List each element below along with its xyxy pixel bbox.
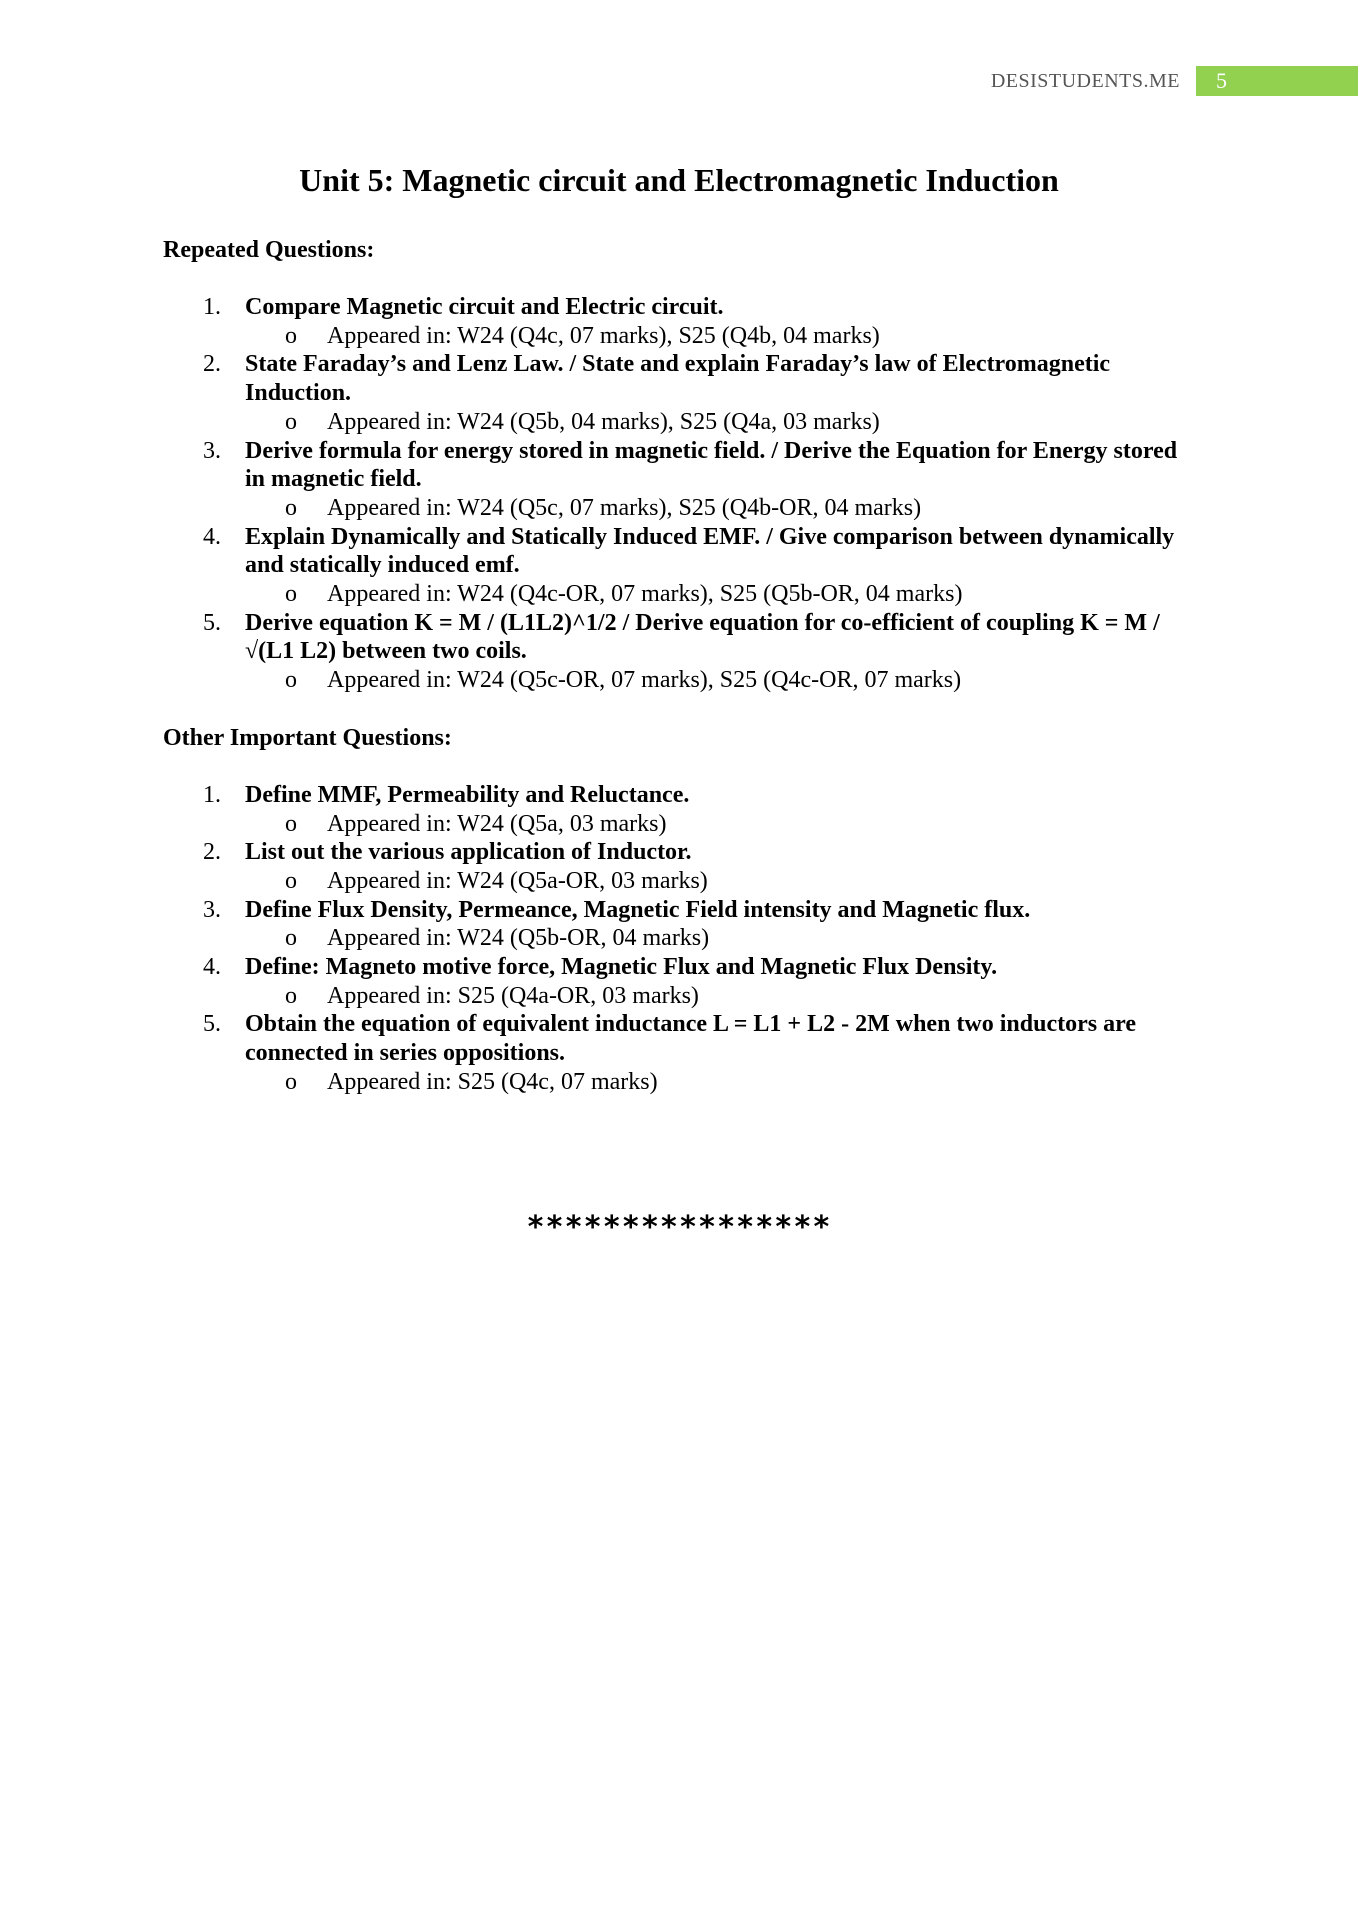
page-number: 5: [1196, 66, 1358, 96]
appeared-in: [245, 810, 1193, 839]
appeared-text: Appeared in: W24 (Q5c-OR, 07 marks), S25 (Q4c-OR, 07 marks): [327, 667, 962, 694]
appeared-text: Appeared in: W24 (Q5a, 03 marks): [327, 810, 667, 837]
appeared-in: [245, 924, 1193, 953]
document-body: [163, 235, 1193, 1097]
question-number: 1.: [203, 781, 221, 808]
list-item: [163, 838, 1193, 895]
question-text: Derive formula for energy stored in magnetic field. / Derive the Equation for Energy stored in magnetic field.: [245, 437, 1178, 493]
question-number: 3.: [203, 437, 221, 464]
appeared-text: Appeared in: W24 (Q5c, 07 marks), S25 (Q4b-OR, 04 marks): [327, 494, 922, 521]
bullet-icon: o: [285, 408, 297, 435]
bullet-icon: o: [285, 982, 297, 1009]
question-text: Define: Magneto motive force, Magnetic Flux and Magnetic Flux Density.: [245, 954, 998, 981]
other-questions-list: [163, 781, 1193, 1097]
appeared-in: [245, 408, 1193, 437]
question-text: Obtain the equation of equivalent inductance L = L1 + L2 - 2M when two inductors are connected in series oppositions.: [245, 1011, 1136, 1067]
list-item: [163, 437, 1193, 523]
appeared-in: [245, 580, 1193, 609]
appeared-in: [245, 867, 1193, 896]
bullet-icon: o: [285, 867, 297, 894]
appeared-in: [245, 494, 1193, 523]
question-number: 5.: [203, 1011, 221, 1038]
appeared-text: Appeared in: W24 (Q4c-OR, 07 marks), S25 (Q5b-OR, 04 marks): [327, 581, 963, 608]
question-number: 3.: [203, 896, 221, 923]
bullet-icon: o: [285, 322, 297, 349]
appeared-text: Appeared in: S25 (Q4a-OR, 03 marks): [327, 982, 699, 1009]
repeated-questions-list: [163, 293, 1193, 695]
appeared-in: [245, 666, 1193, 695]
question-text: Define MMF, Permeability and Reluctance.: [245, 781, 690, 808]
list-item: [163, 293, 1193, 350]
appeared-text: Appeared in: W24 (Q5b, 04 marks), S25 (Q4a, 03 marks): [327, 408, 880, 435]
question-number: 1.: [203, 294, 221, 320]
question-text: State Faraday’s and Lenz Law. / State and explain Faraday’s law of Electromagnetic Induction.: [245, 351, 1111, 407]
bullet-icon: o: [285, 581, 297, 608]
repeated-questions-heading: Repeated Questions:: [163, 237, 375, 263]
appeared-text: Appeared in: W24 (Q5a-OR, 03 marks): [327, 867, 708, 894]
question-number: 4.: [203, 523, 221, 550]
question-number: 5.: [203, 609, 221, 636]
question-number: 4.: [203, 954, 221, 981]
bullet-icon: o: [285, 925, 297, 952]
section-divider-stars: ****************: [526, 1210, 832, 1245]
list-item: [163, 609, 1193, 695]
list-item: [163, 523, 1193, 609]
bullet-icon: o: [285, 810, 297, 837]
appeared-text: Appeared in: W24 (Q4c, 07 marks), S25 (Q4b, 04 marks): [327, 322, 880, 349]
page-title: Unit 5: Magnetic circuit and Electromagnetic Induction: [299, 162, 1059, 198]
appeared-text: Appeared in: S25 (Q4c, 07 marks): [327, 1068, 658, 1095]
list-item: [163, 781, 1193, 838]
list-item: [163, 350, 1193, 436]
question-text: Explain Dynamically and Statically Induced EMF. / Give comparison between dynamically and statically induced emf.: [245, 523, 1175, 579]
question-text: Compare Magnetic circuit and Electric circuit.: [245, 294, 724, 320]
site-name: DESISTUDENTS.ME: [990, 69, 1180, 92]
list-item: [163, 953, 1193, 1010]
list-item: [163, 1010, 1193, 1096]
list-item: [163, 896, 1193, 953]
question-number: 2.: [203, 351, 221, 378]
bullet-icon: o: [285, 667, 297, 694]
question-number: 2.: [203, 839, 221, 866]
question-text: Derive equation K = M / (L1L2)^1/2 / Derive equation for co-efficient of coupling K = M / √(L1 L2) between two coils.: [245, 609, 1160, 665]
question-text: Define Flux Density, Permeance, Magnetic Field intensity and Magnetic flux.: [245, 896, 1031, 923]
other-questions-heading: Other Important Questions:: [163, 724, 452, 751]
question-text: List out the various application of Inductor.: [245, 839, 692, 866]
bullet-icon: o: [285, 494, 297, 521]
appeared-in: [245, 982, 1193, 1011]
appeared-in: [245, 322, 1193, 351]
page-header: [991, 66, 1358, 96]
appeared-in: [245, 1068, 1193, 1097]
appeared-text: Appeared in: W24 (Q5b-OR, 04 marks): [327, 925, 710, 952]
bullet-icon: o: [285, 1068, 297, 1095]
